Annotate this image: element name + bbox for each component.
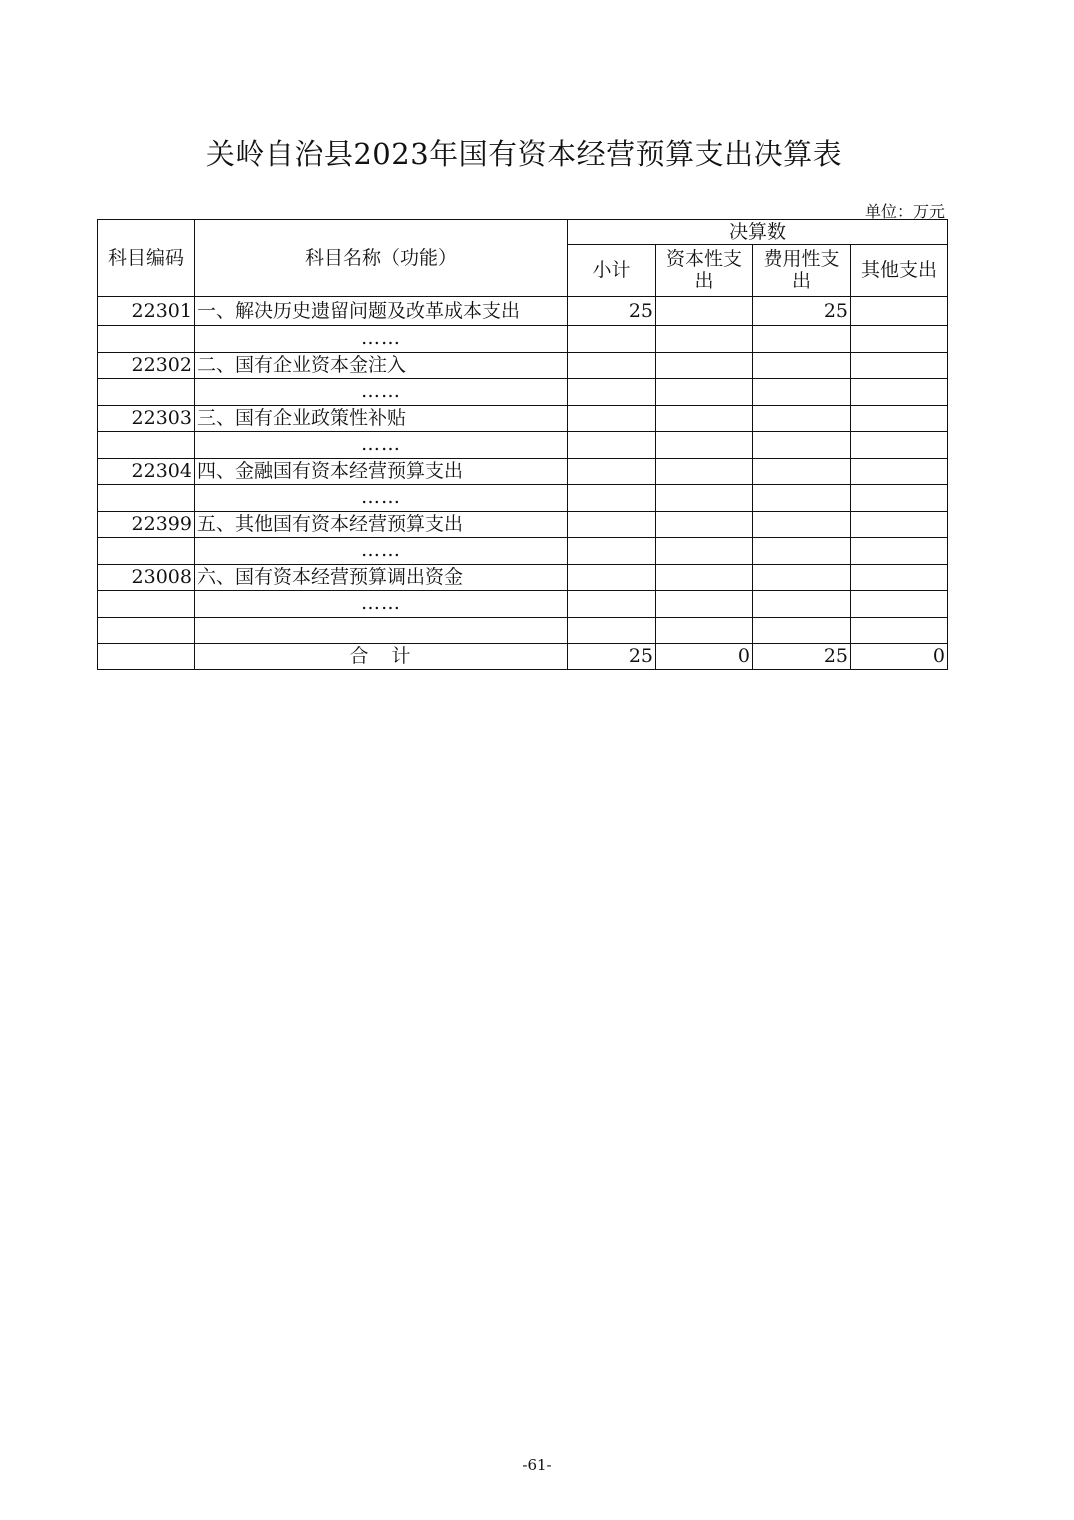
row-subtotal (568, 352, 656, 379)
row-name: …… (195, 432, 568, 459)
row-subtotal (568, 405, 656, 432)
row-code: 22399 (98, 511, 195, 538)
row-other (851, 458, 948, 485)
row-name: …… (195, 485, 568, 512)
total-subtotal: 25 (568, 644, 656, 670)
row-name: …… (195, 379, 568, 406)
table-row (98, 432, 948, 459)
page-number: -61- (522, 1456, 552, 1474)
table-row (98, 538, 948, 565)
table-row (98, 458, 948, 485)
row-code (98, 485, 195, 512)
row-code: 22302 (98, 352, 195, 379)
table-row (98, 405, 948, 432)
table-row (98, 564, 948, 591)
header-code: 科目编码 (98, 220, 195, 297)
row-capital (656, 564, 753, 591)
row-expense (753, 485, 851, 512)
row-subtotal: 25 (568, 297, 656, 326)
row-other (851, 379, 948, 406)
unit-label: 单位：万元 (864, 202, 945, 221)
row-code (98, 379, 195, 406)
table-body (98, 297, 948, 644)
row-other (851, 297, 948, 326)
table-row (98, 485, 948, 512)
row-capital (656, 591, 753, 618)
row-other (851, 538, 948, 565)
row-capital (656, 485, 753, 512)
row-subtotal (568, 485, 656, 512)
row-expense (753, 511, 851, 538)
header-subtotal: 小计 (568, 245, 656, 297)
row-capital (656, 538, 753, 565)
row-name: …… (195, 591, 568, 618)
row-expense (753, 538, 851, 565)
table-row (98, 352, 948, 379)
row-code: 23008 (98, 564, 195, 591)
row-code: 22303 (98, 405, 195, 432)
row-other (851, 617, 948, 644)
row-subtotal (568, 432, 656, 459)
row-expense (753, 564, 851, 591)
total-label: 合 计 (195, 644, 568, 670)
row-name: 二、国有企业资本金注入 (195, 352, 568, 379)
row-subtotal (568, 617, 656, 644)
row-code (98, 432, 195, 459)
total-other: 0 (851, 644, 948, 670)
row-name: 三、国有企业政策性补贴 (195, 405, 568, 432)
row-code: 22304 (98, 458, 195, 485)
row-capital (656, 297, 753, 326)
row-capital (656, 511, 753, 538)
row-code (98, 326, 195, 353)
header-other: 其他支出 (851, 245, 948, 297)
row-expense (753, 432, 851, 459)
row-name: …… (195, 326, 568, 353)
row-expense (753, 591, 851, 618)
row-expense (753, 326, 851, 353)
row-other (851, 485, 948, 512)
row-other (851, 352, 948, 379)
row-name: 五、其他国有资本经营预算支出 (195, 511, 568, 538)
page-title: 关岭自治县2023年国有资本经营预算支出决算表 (205, 137, 843, 171)
table-row (98, 591, 948, 618)
header-row-1 (98, 220, 948, 245)
total-expense: 25 (753, 644, 851, 670)
row-name: 四、金融国有资本经营预算支出 (195, 458, 568, 485)
row-subtotal (568, 379, 656, 406)
row-subtotal (568, 538, 656, 565)
table-row (98, 617, 948, 644)
row-expense (753, 458, 851, 485)
total-capital: 0 (656, 644, 753, 670)
row-other (851, 564, 948, 591)
total-row (98, 644, 948, 670)
row-other (851, 432, 948, 459)
row-capital (656, 405, 753, 432)
row-subtotal (568, 564, 656, 591)
table-row (98, 511, 948, 538)
total-code (98, 644, 195, 670)
row-subtotal (568, 591, 656, 618)
row-expense (753, 352, 851, 379)
row-capital (656, 432, 753, 459)
row-capital (656, 326, 753, 353)
header-capital: 资本性支出 (656, 245, 753, 297)
row-capital (656, 379, 753, 406)
row-name (195, 617, 568, 644)
row-other (851, 326, 948, 353)
table-row (98, 326, 948, 353)
row-capital (656, 617, 753, 644)
header-expense: 费用性支出 (753, 245, 851, 297)
row-capital (656, 352, 753, 379)
row-name: …… (195, 538, 568, 565)
row-subtotal (568, 511, 656, 538)
row-name: 一、解决历史遗留问题及改革成本支出 (195, 297, 568, 326)
header-group: 决算数 (568, 220, 948, 245)
row-capital (656, 458, 753, 485)
row-expense (753, 617, 851, 644)
header-name: 科目名称（功能） (195, 220, 568, 297)
row-expense: 25 (753, 297, 851, 326)
row-subtotal (568, 326, 656, 353)
table-row (98, 379, 948, 406)
row-subtotal (568, 458, 656, 485)
row-other (851, 405, 948, 432)
table-row (98, 297, 948, 326)
budget-table (97, 219, 948, 670)
row-code: 22301 (98, 297, 195, 326)
row-expense (753, 405, 851, 432)
row-name: 六、国有资本经营预算调出资金 (195, 564, 568, 591)
row-code (98, 538, 195, 565)
row-other (851, 591, 948, 618)
row-code (98, 617, 195, 644)
row-code (98, 591, 195, 618)
row-other (851, 511, 948, 538)
row-expense (753, 379, 851, 406)
